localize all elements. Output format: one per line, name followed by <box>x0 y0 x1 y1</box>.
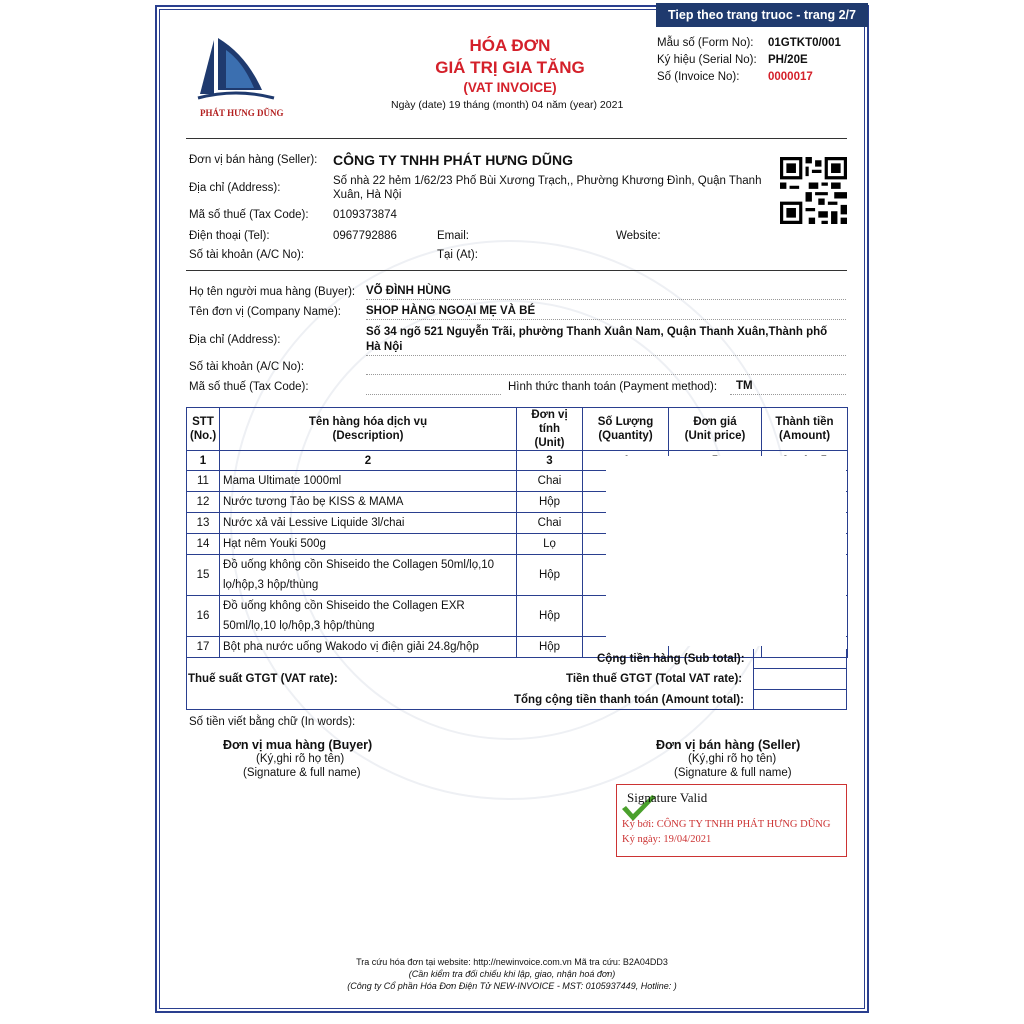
buyer-label: Họ tên người mua hàng (Buyer): <box>189 286 356 298</box>
row-unit: Chai <box>517 471 583 492</box>
seller-tel-value: 0967792886 <box>333 230 397 242</box>
row-unit: Chai <box>517 513 583 534</box>
seller-account-label: Số tài khoản (A/C No): <box>189 249 305 261</box>
invoice-title-1: HÓA ĐƠN <box>469 36 551 55</box>
col-header-no: STT (No.) <box>187 408 220 451</box>
col-header-description: Tên hàng hóa dịch vụ (Description) <box>220 408 517 451</box>
row-no: 14 <box>187 534 220 555</box>
seller-tel-label: Điện thoại (Tel): <box>189 230 270 242</box>
buyer-company-label: Tên đơn vị (Company Name): <box>189 306 341 318</box>
row-unit: Lọ <box>517 534 583 555</box>
seller-address-line2: Xuân, Hà Nội <box>333 189 402 201</box>
buyer-address-label: Địa chỉ (Address): <box>189 334 281 346</box>
row-description: Bột pha nước uống Wakodo vị điện giải 24.8g/hộp <box>220 637 517 658</box>
seller-name: CÔNG TY TNHH PHÁT HƯNG DŨNG <box>333 152 574 168</box>
dotted-line <box>366 394 501 395</box>
divider <box>186 138 847 139</box>
footer-note: (Cần kiểm tra đối chiếu khi lập, giao, nhận hoá đơn) <box>408 969 616 979</box>
buyer-address-line1: Số 34 ngõ 521 Nguyễn Trãi, phường Thanh Xuân Nam, Quận Thanh Xuân,Thành phố <box>366 326 828 338</box>
buyer-account-label: Số tài khoản (A/C No): <box>189 361 305 373</box>
invoice-title-3: (VAT INVOICE) <box>463 80 557 95</box>
form-no-label: Mẫu số (Form No): <box>657 37 754 49</box>
seller-email-label: Email: <box>437 230 469 242</box>
seller-tax-label: Mã số thuế (Tax Code): <box>189 209 309 221</box>
row-no: 17 <box>187 637 220 658</box>
index-cell: 2 <box>220 451 517 471</box>
row-description: Đồ uống không cồn Shiseido the Collagen 50ml/lọ,10 lọ/hộp,3 hộp/thùng <box>220 555 517 596</box>
seller-address-line1: Số nhà 22 hẻm 1/62/23 Phố Bùi Xương Trạch,, Phường Khương Đình, Quận Thanh <box>333 175 762 187</box>
buyer-company: SHOP HÀNG NGOẠI MẸ VÀ BÉ <box>366 305 536 317</box>
form-no-value: 01GTKT0/001 <box>768 37 841 49</box>
total-value-cell <box>753 690 847 710</box>
index-cell: 1 <box>187 451 220 471</box>
vat-total-label: Tiền thuế GTGT (Total VAT rate): <box>566 673 743 685</box>
buyer-sign-title: Đơn vị mua hàng (Buyer) <box>223 738 373 752</box>
col-header-amount: Thành tiền (Amount) <box>762 408 848 451</box>
footer-lookup: Tra cứu hóa đơn tại website: http://newinvoice.com.vn Mã tra cứu: B2A04DD3 <box>356 957 668 967</box>
sailboat-logo-icon <box>196 36 276 106</box>
payment-method-value: TM <box>736 380 753 392</box>
seller-sign-sub2: (Signature & full name) <box>674 767 792 779</box>
col-header-quantity: Số Lượng (Quantity) <box>583 408 669 451</box>
signed-by-text: Ký bởi: CÔNG TY TNHH PHÁT HƯNG DŨNG <box>622 819 831 830</box>
row-description: Đồ uống không cồn Shiseido the Collagen EXR 50ml/lọ,10 lọ/hộp,3 hộp/thùng <box>220 596 517 637</box>
row-no: 15 <box>187 555 220 596</box>
seller-at-label: Tại (At): <box>437 249 478 261</box>
buyer-name: VÕ ĐÌNH HÙNG <box>366 285 451 297</box>
row-no: 11 <box>187 471 220 492</box>
dotted-line <box>366 374 846 375</box>
row-unit: Hộp <box>517 555 583 596</box>
seller-tax-value: 0109373874 <box>333 209 397 221</box>
qr-code <box>780 157 847 224</box>
dotted-line <box>366 319 846 320</box>
row-description: Mama Ultimate 1000ml <box>220 471 517 492</box>
row-no: 16 <box>187 596 220 637</box>
company-logo <box>196 36 284 118</box>
buyer-sign-sub2: (Signature & full name) <box>243 767 361 779</box>
buyer-address-line2: Hà Nội <box>366 341 403 353</box>
serial-no-label: Ký hiệu (Serial No): <box>657 54 757 66</box>
index-cell: 3 <box>517 451 583 471</box>
invoice-date: Ngày (date) 19 tháng (month) 04 năm (year) 2021 <box>391 99 624 111</box>
buyer-sign-sub1: (Ký,ghi rõ họ tên) <box>256 753 345 765</box>
col-header-unit: Đơn vị tính (Unit) <box>517 408 583 451</box>
row-description: Hạt nêm Youki 500g <box>220 534 517 555</box>
invoice-no-label: Số (Invoice No): <box>657 71 740 83</box>
dotted-line <box>366 299 846 300</box>
row-unit: Hộp <box>517 596 583 637</box>
row-unit: Hộp <box>517 637 583 658</box>
row-no: 12 <box>187 492 220 513</box>
divider <box>186 270 847 271</box>
signature-valid-text: Signature Valid <box>627 790 708 805</box>
row-description: Nước tương Tảo bẹ KISS & MAMA <box>220 492 517 513</box>
footer-provider: (Công ty Cổ phần Hóa Đơn Điện Tử NEW-INVOICE - MST: 0105937449, Hotline: ) <box>347 981 677 991</box>
invoice-title-2: GIÁ TRỊ GIA TĂNG <box>435 58 585 77</box>
seller-website-label: Website: <box>616 230 661 242</box>
buyer-tax-label: Mã số thuế (Tax Code): <box>189 381 309 393</box>
page-continuation-tag: Tiep theo trang truoc - trang 2/7 <box>656 3 868 27</box>
dotted-line <box>730 394 846 395</box>
row-description: Nước xả vải Lessive Liquide 3l/chai <box>220 513 517 534</box>
seller-label: Đơn vị bán hàng (Seller): <box>189 154 318 166</box>
seller-sign-title: Đơn vị bán hàng (Seller) <box>656 738 801 752</box>
dotted-line <box>366 355 846 356</box>
logo-text: PHÁT HƯNG DŨNG <box>200 108 284 118</box>
row-no: 13 <box>187 513 220 534</box>
serial-no-value: PH/20E <box>768 54 808 66</box>
table-header-row <box>187 408 848 451</box>
digital-signature-box <box>616 784 847 857</box>
signed-date-text: Ký ngày: 19/04/2021 <box>622 834 712 845</box>
row-unit: Hộp <box>517 492 583 513</box>
redacted-area <box>606 456 846 646</box>
payment-method-label: Hình thức thanh toán (Payment method): <box>508 381 718 393</box>
vat-value-cell <box>753 669 847 690</box>
amount-total-label: Tổng cộng tiền thanh toán (Amount total): <box>514 694 744 706</box>
in-words-label: Số tiền viết bằng chữ (In words): <box>189 716 356 728</box>
seller-sign-sub1: (Ký,ghi rõ họ tên) <box>688 753 777 765</box>
col-header-unit-price: Đơn giá (Unit price) <box>669 408 762 451</box>
invoice-no-value: 0000017 <box>768 71 813 83</box>
vat-rate-label: Thuế suất GTGT (VAT rate): <box>188 673 338 685</box>
seller-address-label: Địa chỉ (Address): <box>189 182 281 194</box>
subtotal-value-cell <box>753 649 847 669</box>
subtotal-label: Cộng tiền hàng (Sub total): <box>597 653 745 665</box>
